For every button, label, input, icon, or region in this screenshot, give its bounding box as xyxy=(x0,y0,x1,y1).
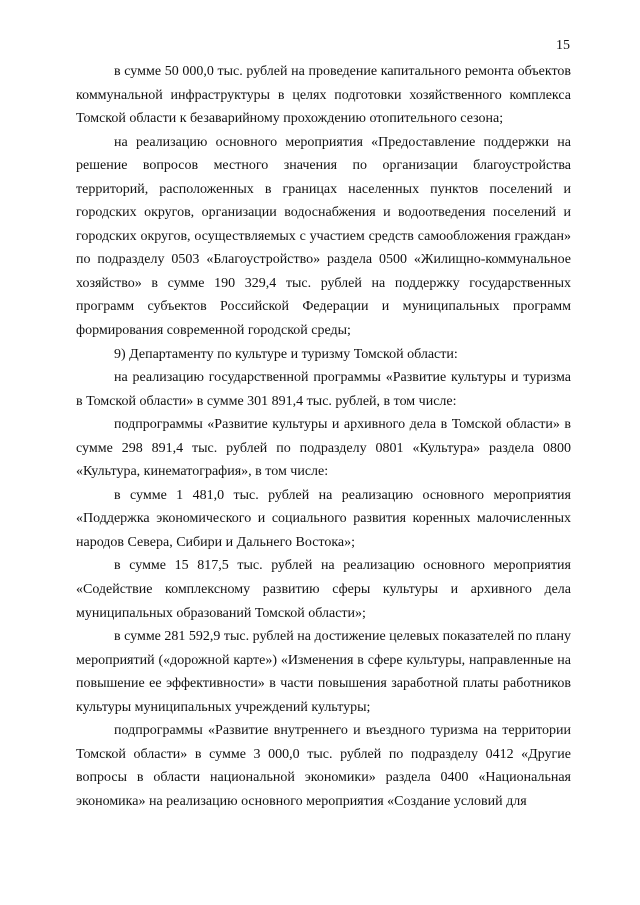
page-number: 15 xyxy=(556,38,570,53)
paragraph-landscaping-support: на реализацию основного мероприятия «Предоставление поддержки на решение вопросов местного значения по организации благоустройства территорий, расположенных в границах населенных пунктов поселений и городских округов, организации водоснабжения и водоотведения поселений и городских округов, осуществляемых с участием средств самообложения граждан» по подразделу 0503 «Благоустройство» раздела 0500 «Жилищно-коммунальное хозяйство» в сумме 190 329,4 тыс. рублей на поддержку государственных программ субъектов Российской Федерации и муниципальных программ формирования современной городской среды; xyxy=(76,134,571,339)
paragraph-road-map: в сумме 281 592,9 тыс. рублей на достижение целевых показателей по плану мероприятий («дорожной карте») «Изменения в сфере культуры, направленные на повышение ее эффективности» в части повышения заработной платы работников культуры муниципальных учреждений культуры; xyxy=(76,629,571,715)
paragraph-tourism-subprogram: подпрограммы «Развитие внутреннего и въездного туризма на территории Томской области» в сумме 3 000,0 тыс. рублей по подразделу 0412 «Другие вопросы в области национальной экономики» раздела 0400 «Национальная экономика» на реализацию основного мероприятия «Создание условий для xyxy=(76,723,571,809)
paragraph-municipal-culture: в сумме 15 817,5 тыс. рублей на реализацию основного мероприятия «Содействие комплексному развитию сферы культуры и архивного дела муниципальных образований Томской области»; xyxy=(76,558,571,621)
paragraph-capital-repair: в сумме 50 000,0 тыс. рублей на проведение капитального ремонта объектов коммунальной инфраструктуры в целях подготовки хозяйственного комплекса Томской области к безаварийному прохождению отопительного сезона; xyxy=(76,64,571,127)
paragraph-indigenous-support: в сумме 1 481,0 тыс. рублей на реализацию основного мероприятия «Поддержка экономического и социального развития коренных малочисленных народов Севера, Сибири и Дальнего Востока»; xyxy=(76,487,571,550)
paragraph-archive-subprogram: подпрограммы «Развитие культуры и архивного дела в Томской области» в сумме 298 891,4 тыс. рублей по подразделу 0801 «Культура» раздела 0800 «Культура, кинематография», в том числе: xyxy=(76,417,571,480)
document-body xyxy=(76,60,571,814)
paragraph-culture-program: на реализацию государственной программы «Развитие культуры и туризма в Томской области» в сумме 301 891,4 тыс. рублей, в том числе: xyxy=(76,370,571,409)
paragraph-culture-department: 9) Департаменту по культуре и туризму Томской области: xyxy=(114,346,458,362)
